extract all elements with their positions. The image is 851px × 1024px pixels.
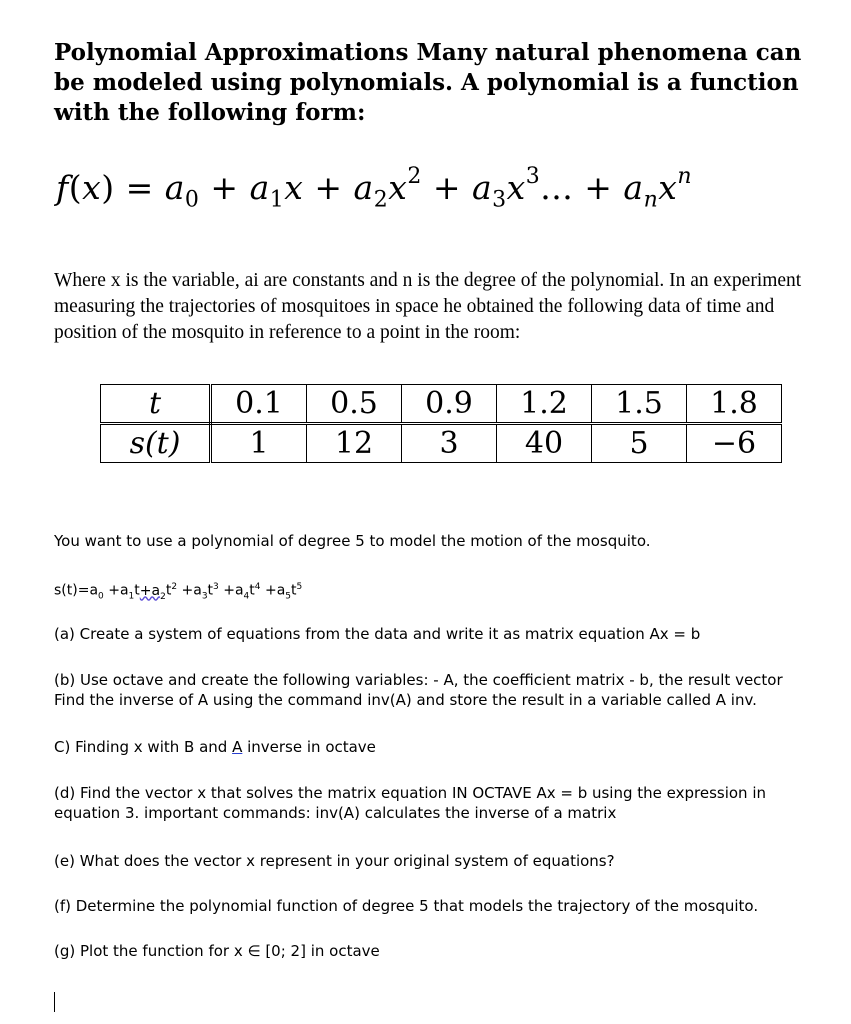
question-e: (e) What does the vector x represent in your original system of equations? bbox=[54, 852, 615, 870]
time-row bbox=[101, 385, 782, 424]
model-intro: You want to use a polynomial of degree 5 to model the motion of the mosquito. bbox=[54, 532, 651, 550]
t-value: 0.5 bbox=[307, 385, 402, 424]
polynomial-formula: $f(x) = a_0 + a_1x + a_2x^2 + a_3x^3$... + $a_nx^n$ bbox=[56, 164, 693, 213]
s-value: 3 bbox=[402, 424, 497, 463]
s-value: 5 bbox=[592, 424, 687, 463]
s-value: 1 bbox=[211, 424, 307, 463]
s-value: 40 bbox=[497, 424, 592, 463]
description-paragraph: Where x is the variable, ai are constants and n is the degree of the polynomial. In an experiment measuring the trajectories of mosquitoes in space he obtained the following data of time and position of the mosquito in reference to a point in the room: bbox=[54, 270, 802, 343]
data-table bbox=[100, 384, 782, 463]
text-cursor bbox=[54, 992, 55, 1012]
position-row bbox=[101, 424, 782, 463]
s-value: −6 bbox=[687, 424, 782, 463]
question-a: (a) Create a system of equations from the data and write it as matrix equation Ax = b bbox=[54, 625, 701, 643]
s-header: s(t) bbox=[101, 424, 211, 463]
t-value: 1.8 bbox=[687, 385, 782, 424]
question-f: (f) Determine the polynomial function of degree 5 that models the trajectory of the mosquito. bbox=[54, 897, 759, 915]
document-title: Polynomial Approximations Many natural phenomena can be modeled using polynomials. A polynomial is a function with the following form: bbox=[54, 39, 802, 126]
t-header: t bbox=[101, 385, 211, 424]
t-value: 0.1 bbox=[211, 385, 307, 424]
s-value: 12 bbox=[307, 424, 402, 463]
t-value: 0.9 bbox=[402, 385, 497, 424]
t-value: 1.2 bbox=[497, 385, 592, 424]
question-g: (g) Plot the function for x ∈ [0; 2] in octave bbox=[54, 942, 380, 960]
question-b: (b) Use octave and create the following variables: - A, the coefficient matrix - b, the result vector Find the inverse of A using the command inv(A) and store the result in a variable called A inv. bbox=[54, 671, 783, 709]
model-equation: $s(t)=a_0 +a_1t+a_2t^2 +a_3t^3 +a_4t^4 +a_5t^5$ bbox=[54, 582, 303, 602]
question-c: C) Finding x with B and A inverse in octave bbox=[54, 738, 376, 756]
question-d: (d) Find the vector x that solves the matrix equation IN OCTAVE Ax = b using the expression in equation 3. important commands: inv(A) calculates the inverse of a matrix bbox=[54, 784, 767, 822]
t-value: 1.5 bbox=[592, 385, 687, 424]
